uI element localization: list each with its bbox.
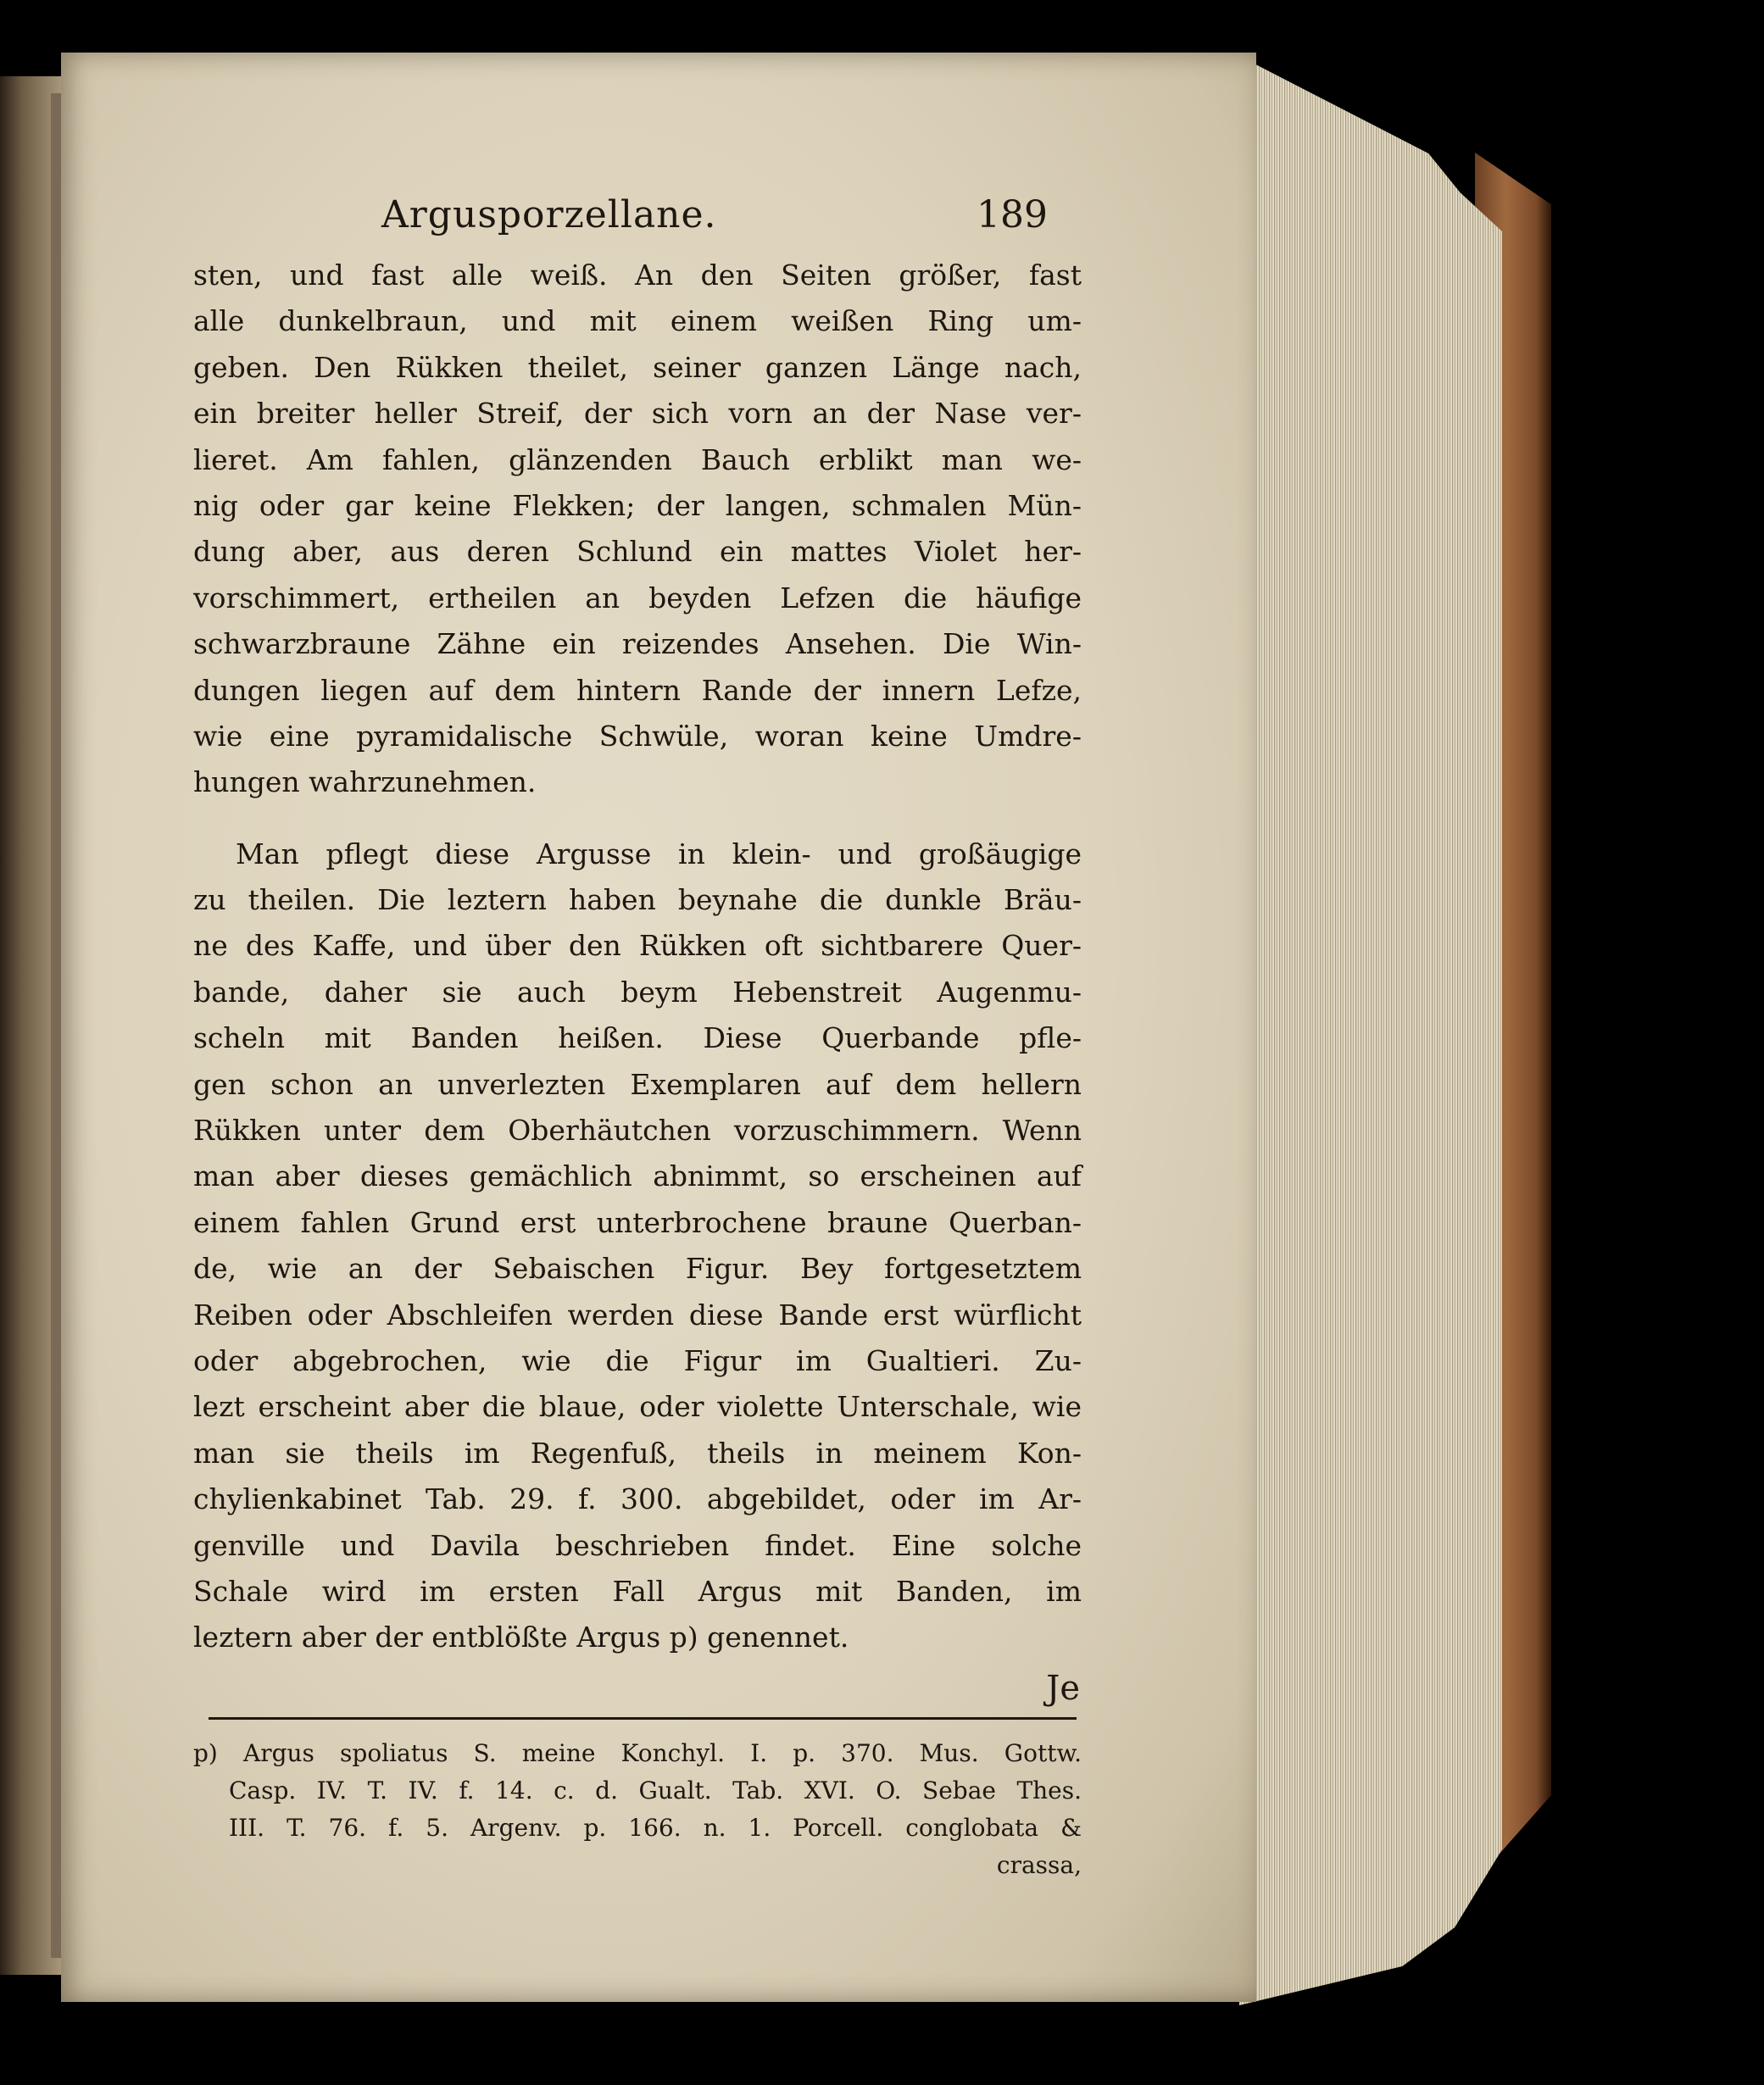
text-line: Man pflegt diese Argusse in klein- und großäugige (236, 837, 1082, 870)
paragraph-2 (193, 831, 1082, 1661)
text-line: gen schon an unverlezten Exemplaren auf dem hellern (193, 1067, 1082, 1101)
text-line: zu theilen. Die leztern haben beynahe die dunkle Bräu- (193, 883, 1082, 917)
footnote-line: Casp. IV. T. IV. f. 14. c. d. Gualt. Tab. XVI. O. Sebae Thes. (229, 1776, 1082, 1804)
text-line: chylienkabinet Tab. 29. f. 300. abgebildet, oder im Ar- (193, 1482, 1082, 1516)
text-line: scheln mit Banden heißen. Diese Querbande pfle- (193, 1021, 1082, 1055)
footnote-rule (209, 1717, 1077, 1720)
text-line: schwarzbraune Zähne ein reizendes Ansehen. Die Win- (193, 627, 1082, 661)
text-line: leztern aber der entblößte Argus p) genennet. (193, 1621, 849, 1654)
paragraph-gap (193, 806, 1082, 831)
text-line: einem fahlen Grund erst unterbrochene braune Querban- (193, 1205, 1082, 1239)
footnote-line: crassa, (996, 1850, 1082, 1879)
page-text (193, 193, 1082, 1884)
text-line: man aber dieses gemächlich abnimmt, so erscheinen auf (193, 1159, 1082, 1193)
footnote-line: III. T. 76. f. 5. Argenv. p. 166. n. 1. Porcell. conglobata & (229, 1813, 1082, 1842)
running-header (193, 193, 1082, 253)
footnote (193, 1735, 1082, 1884)
text-line: bande, daher sie auch beym Hebenstreit Augenmu- (193, 975, 1082, 1009)
text-line: Rükken unter dem Oberhäutchen vorzuschimmern. Wenn (193, 1114, 1082, 1148)
text-line: dungen liegen auf dem hintern Rande der innern Lefze, (193, 673, 1082, 707)
page-block-edges (1239, 56, 1502, 2005)
text-line: nig oder gar keine Flekken; der langen, schmalen Mün- (193, 488, 1082, 522)
page-number: 189 (977, 193, 1048, 236)
text-line: hungen wahrzunehmen. (193, 765, 537, 799)
text-line: ein breiter heller Streif, der sich vorn an der Nase ver- (193, 397, 1082, 431)
text-line: man sie theils im Regenfuß, theils in meinem Kon- (193, 1436, 1082, 1470)
text-line: ne des Kaffe, und über den Rükken oft sichtbarere Quer- (193, 929, 1082, 963)
text-line: wie eine pyramidalische Schwüle, woran keine Umdre- (193, 719, 1082, 753)
text-line: sten, und fast alle weiß. An den Seiten größer, fast (193, 259, 1082, 292)
text-line: oder abgebrochen, wie die Figur im Gualtieri. Zu- (193, 1343, 1082, 1377)
catchword: Je (1046, 1668, 1080, 1708)
footnote-line: p) Argus spoliatus S. meine Konchyl. I. p. 370. Mus. Gottw. (193, 1738, 1082, 1767)
paragraph-1 (193, 253, 1082, 806)
text-line: alle dunkelbraun, und mit einem weißen Ring um- (193, 304, 1082, 338)
running-title: Argusporzellane. (381, 193, 717, 236)
text-line: de, wie an der Sebaischen Figur. Bey fortgesetztem (193, 1252, 1082, 1286)
text-line: lieret. Am fahlen, glänzenden Bauch erblikt man we- (193, 442, 1082, 476)
text-line: vorschimmert, ertheilen an beyden Lefzen die häufige (193, 581, 1082, 614)
text-line: geben. Den Rükken theilet, seiner ganzen Länge nach, (193, 350, 1082, 384)
text-line: genville und Davila beschrieben findet. Eine solche (193, 1528, 1082, 1562)
text-line: dung aber, aus deren Schlund ein mattes Violet her- (193, 535, 1082, 569)
text-line: lezt erscheint aber die blaue, oder violette Unterschale, wie (193, 1390, 1082, 1424)
gutter-shadow (51, 93, 61, 1958)
text-line: Reiben oder Abschleifen werden diese Bande erst würflicht (193, 1298, 1082, 1332)
text-line: Schale wird im ersten Fall Argus mit Banden, im (193, 1574, 1082, 1608)
